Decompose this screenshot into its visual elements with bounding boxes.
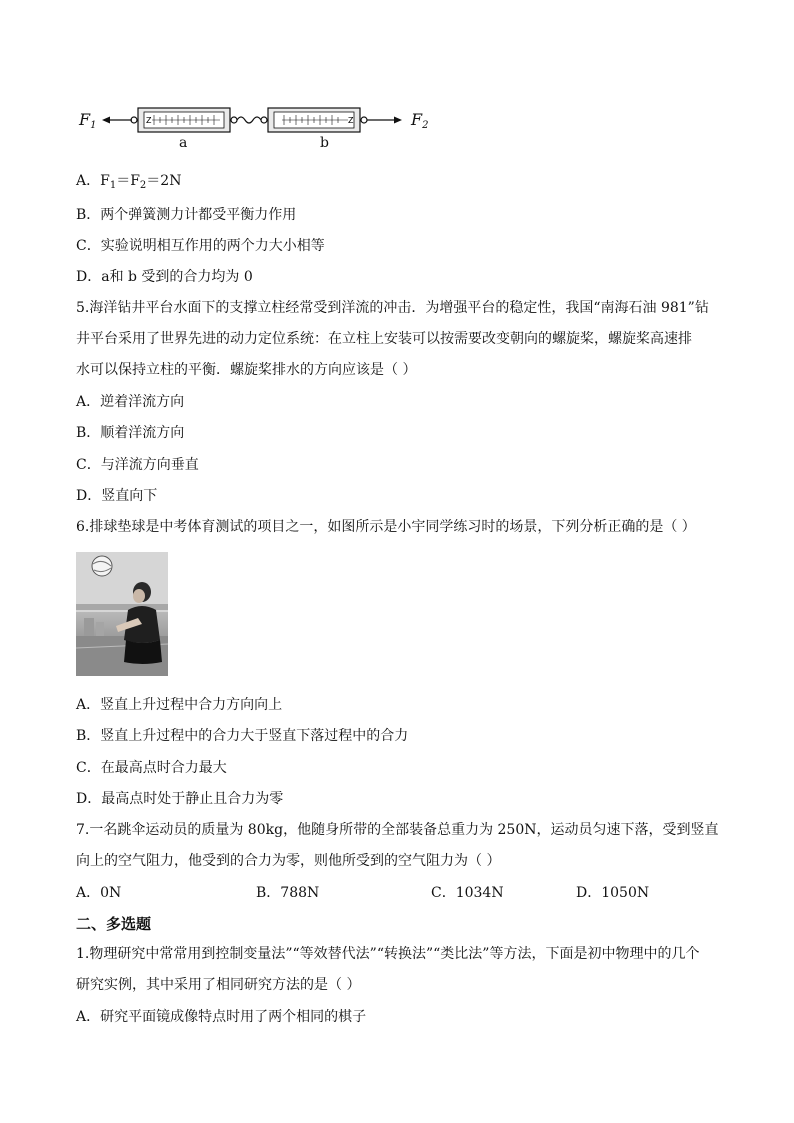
q4-option-a: A．$F_1=F_2=2N$ (76, 173, 182, 191)
q6-option-b: B．竖直上升过程中的合力大于竖直下落过程中的合力 (76, 728, 409, 744)
volleyball-photo (76, 552, 168, 676)
svg-text:Z: Z (146, 116, 152, 125)
q7-option-a: A．0N (76, 885, 122, 901)
svg-text:Z: Z (348, 116, 354, 125)
q4-option-d: D．a和 b 受到的合力均为 0 (76, 269, 253, 285)
q4-option-b: B．两个弹簧测力计都受平衡力作用 (76, 207, 297, 223)
q5-stem-line2: 井平台采用了世界先进的动力定位系统：在立柱上安装可以按需要改变朝向的螺旋桨，螺旋桨高速排 (76, 331, 692, 347)
scale-label-b: b (320, 135, 329, 151)
q7-stem-line2: 向上的空气阻力，他受到的合力为零，则他所受到的空气阻力为（ ） (76, 853, 501, 869)
q5-option-c: C．与洋流方向垂直 (76, 457, 199, 473)
arrow-right-icon (394, 117, 402, 124)
m1-stem-line2: 研究实例，其中采用了相同研究方法的是（ ） (76, 977, 361, 993)
q7-option-c: C．1034N (431, 885, 504, 901)
section-title-multiple-choice: 二、多选题 (76, 915, 152, 933)
scale-label-a: a (179, 135, 188, 151)
q6-option-c: C．在最高点时合力最大 (76, 760, 227, 776)
q4-option-c: C．实验说明相互作用的两个力大小相等 (76, 238, 325, 254)
q5-option-d: D．竖直向下 (76, 488, 158, 504)
arrow-left-icon (102, 117, 110, 124)
q6-stem: 6.排球垫球是中考体育测试的项目之一，如图所示是小宇同学练习时的场景，下列分析正确的是（ ） (76, 519, 696, 535)
q5-stem-line1: 5.海洋钻井平台水面下的支撑立柱经常受到洋流的冲击．为增强平台的稳定性，我国“南海石油 981”钻 (76, 300, 709, 316)
spring-scales-figure (76, 100, 436, 156)
q5-option-a: A．逆着洋流方向 (76, 394, 185, 410)
m1-option-a: A．研究平面镜成像特点时用了两个相同的棋子 (76, 1009, 367, 1025)
q5-option-b: B．顺着洋流方向 (76, 425, 185, 441)
q6-option-d: D．最高点时处于静止且合力为零 (76, 791, 284, 807)
force-label-f2: $F_2$ (411, 110, 429, 131)
force-label-f1: $F_1$ (79, 110, 97, 131)
q5-stem-line3: 水可以保持立柱的平衡．螺旋桨排水的方向应该是（ ） (76, 362, 417, 378)
m1-stem-line1: 1.物理研究中常常用到控制变量法”“等效替代法”“转换法”“类比法”等方法，下面是初中物理中的几个 (76, 946, 700, 962)
q6-option-a: A．竖直上升过程中合力方向向上 (76, 697, 283, 713)
q7-option-b: B．788N (256, 885, 320, 901)
q7-stem-line1: 7.一名跳伞运动员的质量为 80kg，他随身所带的全部装备总重力为 250N，运动员匀速下落，受到竖直 (76, 822, 719, 838)
q7-option-d: D．1050N (576, 885, 650, 901)
